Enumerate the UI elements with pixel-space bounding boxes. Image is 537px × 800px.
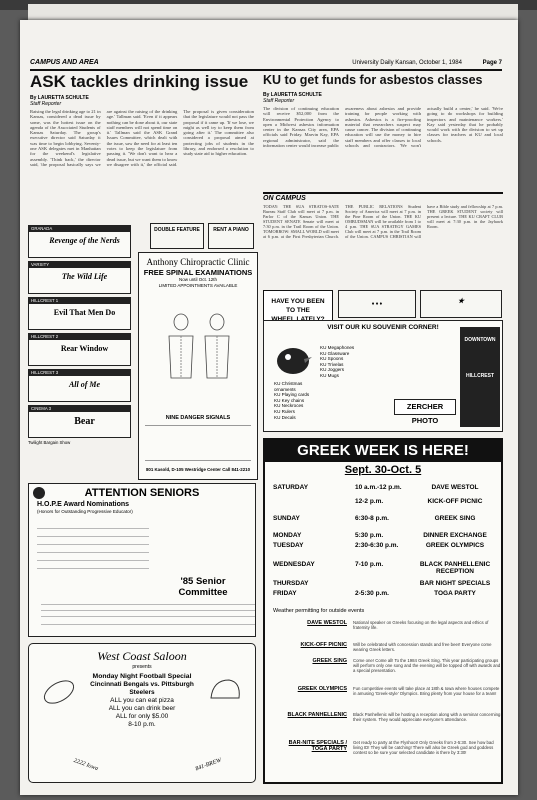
souvenir-items-left	[274, 381, 324, 420]
schedule-row: SUNDAY 6:30-8 p.m. GREEK SING	[273, 515, 476, 522]
ad-title: RENT A PIANO	[213, 227, 249, 233]
wheel-line-2: TO THE	[286, 307, 310, 314]
souvenir-item: KU Playing cards	[274, 392, 310, 398]
cinema-label: CINEMA 3	[29, 406, 130, 412]
schedule-row: FRIDAY 2-5:30 p.m. TOGA PARTY	[273, 590, 476, 597]
page-number: Page 7	[482, 60, 502, 66]
schedule-row: THURSDAY BAR NIGHT SPECIALS	[273, 580, 491, 587]
saloon-deal-1: ALL you can eat pizza	[110, 697, 174, 704]
wheel-line-1: HAVE YOU BEEN	[271, 298, 325, 305]
cinema-hillcrest-1[interactable]	[28, 297, 131, 330]
on-campus-column	[263, 192, 503, 288]
souvenir-item: KU Megaphones	[320, 345, 355, 350]
small-ad-left: ♦ ♦ ♦	[338, 290, 416, 318]
on-campus-body: TODAY: THE SUA STRATOS-SATE Bureau Staff Club will meet at 7 p.m. in Parlor C of the Kansas Union. THE STUDENT SENATE Senate will meet at 7:30 p.m. in the Trail Room of the Union. TOMORROW: SMALL WORLD will meet at 6 p.m. at the First Presbyterian Church. THE PUBLIC RELATIONS Student Society of America will meet at 7 p.m. in the Pine Room of the Union. THE KU OMBUDSMAN will be available from 1 to 4 p.m. THE SUA STRATEGY GAMES Club will meet at 7 p.m. in the Trail Room of the Union. CAMPUS CHRISTIAN will have a Bible study and fellowship at 7 p.m. THE GREEK STUDENT society will present a lecture. THE KU CRAFT CLUB will meet at 7:30 p.m. in the Jayhawk Room.	[263, 204, 503, 239]
cinema-label: GRANADA	[29, 226, 130, 232]
saloon-event: Monday Night Football Special	[92, 673, 192, 680]
article-body: The division of continuing education will receive $52,000 from the Environmental Protection Agency to open a Midwest asbestos information center in the Kansas City area, EPA officials said Friday. Marvin Kay, EPA regional administrator, said the information center would increase public awareness about asbestos and provide training for people working with asbestos. Asbestos is a fire-proofing material that researchers suspect may cause cancer. The division of continuing education will use the money to hire staff members and offer classes to local schools and contractors. 'We won't actually build a center,' he said. 'We're going to do workshops for building inspectors and maintenance workers.' Kay said yesterday that he probably would work with the division to set up classes for teachers at KU and local schools.	[263, 106, 503, 149]
saloon-phone: 841-BREW	[194, 757, 223, 773]
souvenir-item: KU Christmas ornaments	[274, 381, 303, 392]
jayhawk-logo	[274, 343, 312, 377]
chiro-subtitle: FREE SPINAL EXAMINATIONS	[143, 268, 253, 277]
souvenir-item: KU Mugs	[320, 372, 339, 378]
movie-title: Bear	[74, 416, 95, 427]
souvenir-item: KU Glassware	[320, 350, 350, 356]
chiro-line1: Now until Oct. 12th	[178, 277, 218, 282]
souvenir-item: KU Spoons	[320, 356, 344, 362]
movie-title: All of Me	[68, 380, 101, 389]
story-asbestos	[263, 72, 503, 204]
location-hillcrest: HILLCREST	[465, 373, 495, 379]
souvenir-items-right	[320, 345, 390, 379]
souvenir-item: KU Joggers	[320, 367, 345, 373]
cinema-listings	[20, 225, 145, 477]
souvenir-item: KU Key chains	[274, 397, 305, 403]
schedule-row: 12-2 p.m. KICK-OFF PICNIC	[355, 498, 483, 505]
schedule-row: TUESDAY 2:30-6:30 p.m. GREEK OLYMPICS	[273, 542, 485, 549]
seniors-title: ATTENTION SENIORS	[84, 487, 200, 499]
seniors-details	[37, 524, 149, 582]
schedule-row: WEDNESDAY 7-10 p.m. BLACK PANHELLENIC RECEPTION	[273, 561, 491, 575]
story-drinking-issue	[30, 72, 254, 245]
football-icon	[39, 672, 79, 712]
saloon-address: 2222 Iowa	[72, 757, 99, 773]
senior-committee: '85 Senior Committee	[178, 576, 228, 598]
seniors-award: H.O.P.E Award Nominations	[37, 501, 130, 508]
souvenir-item: KU Decals	[274, 414, 296, 420]
souvenir-item: KU Rulers	[274, 408, 295, 414]
souvenir-item: KU Neckroces	[274, 403, 304, 409]
west-coast-saloon-ad	[28, 643, 256, 783]
cinema-3[interactable]	[28, 405, 131, 438]
souvenir-item: KU Trivelas	[320, 361, 344, 367]
greek-dates: Sept. 30-Oct. 5	[344, 464, 422, 476]
movie-title: Evil That Men Do	[53, 308, 116, 317]
cinema-hillcrest-3[interactable]	[28, 369, 131, 402]
cinema-label: HILLCREST 1	[29, 298, 130, 304]
danger-signals-list	[145, 425, 251, 461]
cinema-granada[interactable]	[28, 225, 131, 258]
double-feature-ad	[150, 223, 204, 249]
saloon-deal-3: ALL for only $5.00	[115, 713, 169, 720]
seniors-bullet-icon	[33, 487, 45, 499]
movie-title: Rear Window	[60, 344, 109, 353]
byline-role: Staff Reporter	[263, 98, 295, 104]
article-body: Raising the legal drinking age to 21 in Kansas, considered a dead issue by some, was the hottest issue on the agenda of the Associated Students of Kansas Saturday. The group's executive director said Saturday it was time to begin lobbying. Seventy-one ASK delegates met in Manhattan for the weekend's legislative assembly. 'Think back,' the director said, 'the proposal basically says we are against the raising of the drinking age.' Tallman said. 'Even if it appears nothing can be done about it, our state staff members will not spend time on it.' Tallman said the ASK Grand Issues Committee, which dealt with the issue, saw the need for at least ten votes to keep the legislature from passing it. 'We don't want to hear a dead issue, but we want them to know we disagree with it,' the official said. The proposal is given consideration that the legislature would not pass the proposal if it came up. 'If we lose, we might as well try to keep them from going after it.' The committee also considered a proposal aimed at protecting jobs of students in the library, and endorsed a resolution to study state aid to higher education.	[30, 109, 254, 167]
headline: ASK tackles drinking issue	[30, 72, 249, 91]
souvenir-title: VISIT OUR KU SOUVENIR CORNER!	[327, 324, 439, 331]
cinema-footer: Twilight Bargain Show	[28, 440, 71, 445]
seniors-award-desc: (Honors for Outstanding Progressive Educator)	[37, 509, 133, 514]
saloon-teams: Cincinnati Bengals vs. Pittsburgh Steelers	[90, 681, 194, 696]
cinema-label: HILLCREST 2	[29, 334, 130, 340]
page-header	[30, 59, 502, 71]
rent-piano-ad	[208, 223, 254, 249]
helmet-icon	[205, 672, 245, 712]
schedule-row: MONDAY 5:30 p.m. DINNER EXCHANGE	[273, 532, 487, 539]
movie-title: The Wild Life	[61, 272, 108, 281]
greek-week-ad: GREEK WEEK IS HERE! Sept. 30-Oct. 5 SATURDAY 10 a.m.-12 p.m. DAVE WESTOL 12-2 p.m. KICK-OFF PICNIC SUNDAY 6:30-8 p.m. GREEK SING MONDAY 5:30 p.m. DINNER EXCHANGE TUESDAY 2:30-6:30 p.m. GREEK OLYMPICS WEDNESDAY 7-10 p.m. BLACK PANHELLENIC RECEPTION THURSDAY BAR NIGHT SPECIALS FRIDAY 2-5:30 p.m. TOGA PARTY Weather permitting for outside events DAVE WESTOL National speaker on Greeks focusing on the legal aspects and ethics of fraternity life. KICK-OFF PICNIC Will be celebrated with concession stands and free beer! Everyone come wearing Greek letters. GREEK SING Come one! Come all! To the 1984 Greek Sing. This year participating groups will perform only one song and the evening will be topped off with awards and a special presentation. GREEK OLYMPICS Fun competitive events will take place at 18th & Iowa where houses compete in amusing 'Greek-style' Olympics. Bring plenty from your house for a team! BLACK PANHELLENIC Black Panhellenic will be hosting a reception along with a seminar concerning their system. They would appreciate everyone's attendance. BAR-NITE SPECIALS / TOGA PARTY Get ready to party at the Flyshoot! Only Greeks from 2-5:30. See how bad living ID! They will be catching! There will also be Greek god and goddess contest so be sure your selected candidate is there by 3:30!	[263, 438, 503, 784]
story-columns	[263, 92, 503, 204]
newspaper-page	[20, 20, 518, 795]
schedule-row: SATURDAY 10 a.m.-12 p.m. DAVE WESTOL	[273, 484, 479, 491]
byline: By LAURETTA SCHULTE	[30, 95, 89, 101]
cinema-varsity[interactable]	[28, 261, 131, 294]
greek-title: GREEK WEEK IS HERE!	[265, 440, 501, 462]
ad-title: DOUBLE FEATURE	[154, 227, 200, 233]
chiropractic-ad	[138, 252, 258, 480]
saloon-presents: presents	[132, 664, 152, 670]
attention-seniors-ad	[28, 483, 256, 637]
saloon-time: 8-10 p.m.	[128, 721, 156, 728]
small-ad-right: ★	[420, 290, 502, 318]
weather-note: Weather permitting for outside events	[273, 608, 365, 614]
cinema-label: VARSITY	[29, 262, 130, 268]
section-title: CAMPUS AND AREA	[30, 59, 99, 66]
souvenir-corner-ad	[263, 320, 503, 432]
cinema-hillcrest-2[interactable]	[28, 333, 131, 366]
spine-figures-illustration	[159, 308, 239, 408]
zercher-photo-logo: ZERCHER PHOTO	[394, 399, 456, 415]
byline: By LAURETTA SCHULTE	[263, 92, 322, 98]
chiro-address: 801 Kasold, D-105 Westridge Center Call 841-2210	[145, 467, 251, 472]
chiro-line2: LIMITED APPOINTMENTS AVAILABLE	[158, 283, 238, 288]
chiro-warning: NINE DANGER SIGNALS	[165, 415, 231, 421]
location-downtown: DOWNTOWN	[464, 337, 496, 343]
cinema-label: HILLCREST 3	[29, 370, 130, 376]
movie-title: Revenge of the Nerds	[49, 236, 120, 245]
on-campus-heading: ON CAMPUS	[263, 192, 503, 202]
publication-line: University Daily Kansan, October 1, 1984	[352, 60, 462, 66]
headline: KU to get funds for asbestos classes	[263, 73, 483, 87]
saloon-deal-2: ALL you can drink beer	[108, 705, 176, 712]
store-locations	[460, 327, 500, 427]
saloon-name: West Coast Saloon	[97, 649, 187, 663]
byline-role: Staff Reporter	[30, 101, 62, 107]
chiro-title: Anthony Chiropractic Clinic	[146, 257, 250, 267]
